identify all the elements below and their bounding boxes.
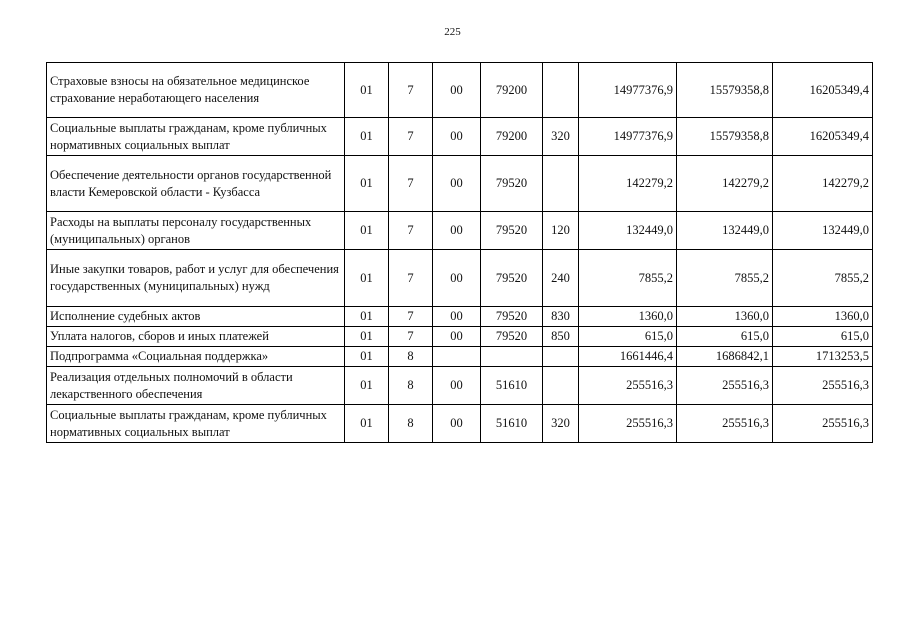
amount-year-2: 255516,3 <box>677 367 773 405</box>
amount-year-1: 255516,3 <box>579 405 677 443</box>
row-name: Социальные выплаты гражданам, кроме публичных нормативных социальных выплат <box>47 405 345 443</box>
amount-year-2: 132449,0 <box>677 212 773 250</box>
amount-year-1: 14977376,9 <box>579 118 677 156</box>
table-row <box>47 307 873 327</box>
program-code: 8 <box>389 347 433 367</box>
page-number: 225 <box>444 26 461 38</box>
subprogram-code: 00 <box>433 367 481 405</box>
expense-kind-code: 850 <box>543 327 579 347</box>
program-code: 8 <box>389 405 433 443</box>
table-row <box>47 347 873 367</box>
amount-year-3: 1360,0 <box>773 307 873 327</box>
amount-year-1: 142279,2 <box>579 156 677 212</box>
amount-year-3: 16205349,4 <box>773 118 873 156</box>
section-code: 01 <box>345 367 389 405</box>
section-code: 01 <box>345 63 389 118</box>
row-name: Расходы на выплаты персоналу государственных (муниципальных) органов <box>47 212 345 250</box>
subprogram-code: 00 <box>433 250 481 307</box>
item-code: 79200 <box>481 63 543 118</box>
item-code: 79520 <box>481 250 543 307</box>
expense-kind-code <box>543 156 579 212</box>
amount-year-1: 615,0 <box>579 327 677 347</box>
section-code: 01 <box>345 327 389 347</box>
row-name: Подпрограмма «Социальная поддержка» <box>47 347 345 367</box>
subprogram-code: 00 <box>433 156 481 212</box>
amount-year-3: 132449,0 <box>773 212 873 250</box>
amount-year-2: 15579358,8 <box>677 118 773 156</box>
program-code: 7 <box>389 63 433 118</box>
amount-year-2: 255516,3 <box>677 405 773 443</box>
amount-year-1: 1360,0 <box>579 307 677 327</box>
expense-kind-code: 320 <box>543 405 579 443</box>
program-code: 7 <box>389 250 433 307</box>
expense-kind-code: 830 <box>543 307 579 327</box>
table-row <box>47 156 873 212</box>
subprogram-code: 00 <box>433 327 481 347</box>
amount-year-2: 7855,2 <box>677 250 773 307</box>
program-code: 7 <box>389 118 433 156</box>
table-row <box>47 367 873 405</box>
item-code: 79520 <box>481 212 543 250</box>
table-row <box>47 250 873 307</box>
item-code: 79520 <box>481 156 543 212</box>
item-code: 79200 <box>481 118 543 156</box>
program-code: 7 <box>389 212 433 250</box>
amount-year-1: 1661446,4 <box>579 347 677 367</box>
expense-kind-code: 120 <box>543 212 579 250</box>
item-code: 51610 <box>481 367 543 405</box>
table-row <box>47 327 873 347</box>
section-code: 01 <box>345 307 389 327</box>
subprogram-code <box>433 347 481 367</box>
row-name: Уплата налогов, сборов и иных платежей <box>47 327 345 347</box>
amount-year-2: 15579358,8 <box>677 63 773 118</box>
item-code <box>481 347 543 367</box>
row-name: Иные закупки товаров, работ и услуг для обеспечения государственных (муниципальных) нужд <box>47 250 345 307</box>
amount-year-3: 255516,3 <box>773 367 873 405</box>
table-row <box>47 212 873 250</box>
amount-year-1: 7855,2 <box>579 250 677 307</box>
amount-year-2: 1360,0 <box>677 307 773 327</box>
program-code: 8 <box>389 367 433 405</box>
amount-year-3: 142279,2 <box>773 156 873 212</box>
section-code: 01 <box>345 156 389 212</box>
table-row <box>47 63 873 118</box>
subprogram-code: 00 <box>433 405 481 443</box>
program-code: 7 <box>389 307 433 327</box>
table-row <box>47 405 873 443</box>
amount-year-2: 142279,2 <box>677 156 773 212</box>
row-name: Реализация отдельных полномочий в области лекарственного обеспечения <box>47 367 345 405</box>
expense-kind-code: 320 <box>543 118 579 156</box>
subprogram-code: 00 <box>433 63 481 118</box>
amount-year-2: 615,0 <box>677 327 773 347</box>
amount-year-1: 132449,0 <box>579 212 677 250</box>
item-code: 79520 <box>481 307 543 327</box>
item-code: 79520 <box>481 327 543 347</box>
subprogram-code: 00 <box>433 307 481 327</box>
amount-year-3: 255516,3 <box>773 405 873 443</box>
subprogram-code: 00 <box>433 212 481 250</box>
row-name: Исполнение судебных актов <box>47 307 345 327</box>
subprogram-code: 00 <box>433 118 481 156</box>
row-name: Социальные выплаты гражданам, кроме публичных нормативных социальных выплат <box>47 118 345 156</box>
program-code: 7 <box>389 327 433 347</box>
expense-kind-code <box>543 347 579 367</box>
expense-kind-code: 240 <box>543 250 579 307</box>
amount-year-2: 1686842,1 <box>677 347 773 367</box>
amount-year-1: 14977376,9 <box>579 63 677 118</box>
row-name: Обеспечение деятельности органов государственной власти Кемеровской области - Кузбасса <box>47 156 345 212</box>
expense-kind-code <box>543 367 579 405</box>
amount-year-3: 615,0 <box>773 327 873 347</box>
program-code: 7 <box>389 156 433 212</box>
section-code: 01 <box>345 118 389 156</box>
expense-kind-code <box>543 63 579 118</box>
row-name: Страховые взносы на обязательное медицинское страхование неработающего населения <box>47 63 345 118</box>
amount-year-1: 255516,3 <box>579 367 677 405</box>
budget-table <box>46 62 873 443</box>
table-row <box>47 118 873 156</box>
section-code: 01 <box>345 405 389 443</box>
section-code: 01 <box>345 212 389 250</box>
amount-year-3: 1713253,5 <box>773 347 873 367</box>
amount-year-3: 16205349,4 <box>773 63 873 118</box>
section-code: 01 <box>345 347 389 367</box>
item-code: 51610 <box>481 405 543 443</box>
section-code: 01 <box>345 250 389 307</box>
amount-year-3: 7855,2 <box>773 250 873 307</box>
